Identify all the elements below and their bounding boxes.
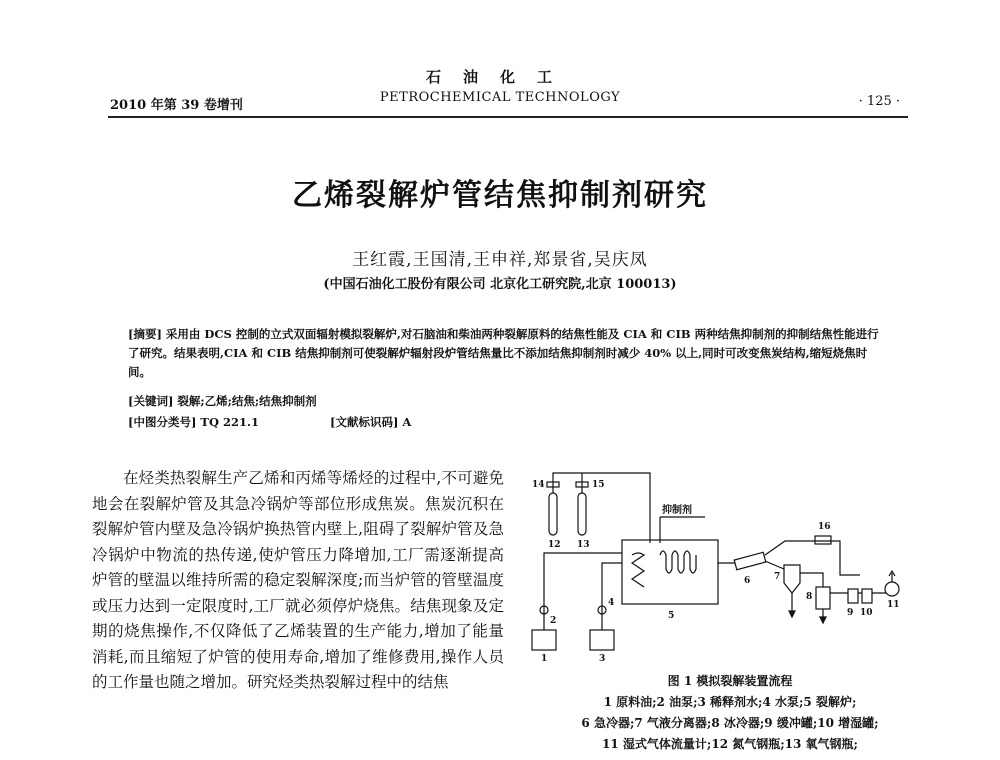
label-14: 14 (532, 480, 545, 490)
label-12: 12 (548, 540, 561, 550)
legend-line: 6 急冷器;7 气液分离器;8 冰冷器;9 缓冲罐;10 增湿罐; (581, 716, 879, 730)
label-11: 11 (887, 600, 900, 610)
humidifier-10 (862, 589, 872, 603)
header-rule (108, 116, 908, 118)
label-6: 6 (744, 576, 751, 586)
label-9: 9 (847, 608, 854, 618)
article-title: 乙烯裂解炉管结焦抑制剂研究 (292, 178, 708, 213)
oil-tank-1 (532, 630, 556, 650)
body-paragraph: 在烃类热裂解生产乙烯和丙烯等烯烃的过程中,不可避免地会在裂解炉管及其急冷锅炉等部位形成焦炭。焦炭沉积在裂解炉管内壁及急冷锅炉换热管内壁上,阻碍了裂解炉管及急冷锅炉中物流的热传递,使炉管压力降增加,工厂需逐渐提高炉管的壁温以维持所需的稳定裂解深度;而当炉管的管壁温度或压力达到一定限度时,工厂就必须停炉烧焦。结焦现象及定期的烧焦操作,不仅降低了乙烯装置的生产能力,增加了能量消耗,而且缩短了炉管的使用寿命,增加了维修费用,操作人员的工作量也随之增加。研究烃类热裂解过程中的结焦 (92, 469, 504, 691)
gas-flowmeter-11 (885, 582, 899, 596)
water-tank-3 (590, 630, 614, 650)
inhibitor-line (660, 517, 705, 543)
abstract-label: [摘要] (128, 327, 162, 341)
journal-name-en: PETROCHEMICAL TECHNOLOGY (379, 90, 621, 105)
nitrogen-cylinder-12 (549, 493, 557, 535)
label-3: 3 (599, 654, 606, 664)
body-text-column (92, 466, 504, 696)
article-authors: 王红霞,王国清,王申祥,郑景省,吴庆凤 (352, 250, 648, 270)
figure-legend (510, 692, 950, 755)
ice-cooler-8 (816, 587, 830, 609)
valve-16 (815, 536, 831, 544)
line-16 (810, 541, 860, 575)
journal-name-cn: 石油化工 (425, 68, 574, 86)
label-8: 8 (806, 592, 813, 602)
issue-info: 2010 年第 39 卷增刊 (110, 98, 243, 113)
classification-value: TQ 221.1 (200, 415, 259, 429)
oxygen-cylinder-13 (578, 493, 586, 535)
classification-number (128, 414, 259, 430)
process-flow-diagram (510, 465, 950, 665)
keywords-text: 裂解;乙烯;结焦;结焦抑制剂 (177, 394, 317, 408)
label-1: 1 (541, 654, 548, 664)
document-code-label: [文献标识码] (330, 415, 399, 429)
quencher-6 (734, 552, 766, 569)
legend-line: 1 原料油;2 油泵;3 稀释剂水;4 水泵;5 裂解炉; (603, 695, 857, 709)
label-5: 5 (668, 611, 675, 621)
document-code-value: A (402, 415, 412, 429)
separator-7 (784, 565, 800, 593)
furnace-coil-2 (660, 551, 696, 573)
legend-line: 11 湿式气体流量计;12 氮气钢瓶;13 氧气钢瓶; (602, 737, 858, 751)
label-13: 13 (577, 540, 590, 550)
furnace-coil-1 (632, 553, 644, 587)
keywords (128, 393, 317, 409)
inhibitor-label: 抑制剂 (662, 505, 692, 516)
label-2: 2 (550, 616, 557, 626)
figure-caption: 图 1 模拟裂解装置流程 (667, 674, 793, 688)
label-4: 4 (608, 598, 615, 608)
label-15: 15 (592, 480, 605, 490)
article-affiliation: (中国石油化工股份有限公司 北京化工研究院,北京 100013) (323, 277, 677, 292)
label-7: 7 (774, 572, 781, 582)
abstract (128, 325, 888, 382)
page-number: · 125 · (858, 94, 900, 109)
keywords-label: [关键词] (128, 394, 174, 408)
buffer-tank-9 (848, 589, 858, 603)
label-10: 10 (860, 608, 873, 618)
label-16: 16 (818, 522, 831, 532)
classification-label: [中图分类号] (128, 415, 197, 429)
quencher-line (765, 541, 810, 555)
document-code (330, 414, 411, 430)
abstract-text: 采用由 DCS 控制的立式双面辐射模拟裂解炉,对石脑油和柴油两种裂解原料的结焦性能及 CIA 和 CIB 两种结焦抑制剂的抑制结焦性能进行了研究。结果表明,CIA 和 CIB 结焦抑制剂可使裂解炉辐射段炉管结焦量比不添加结焦抑制剂时减少 40% 以上,同时可改变焦炭结构,缩短烧焦时间。 (128, 327, 879, 379)
